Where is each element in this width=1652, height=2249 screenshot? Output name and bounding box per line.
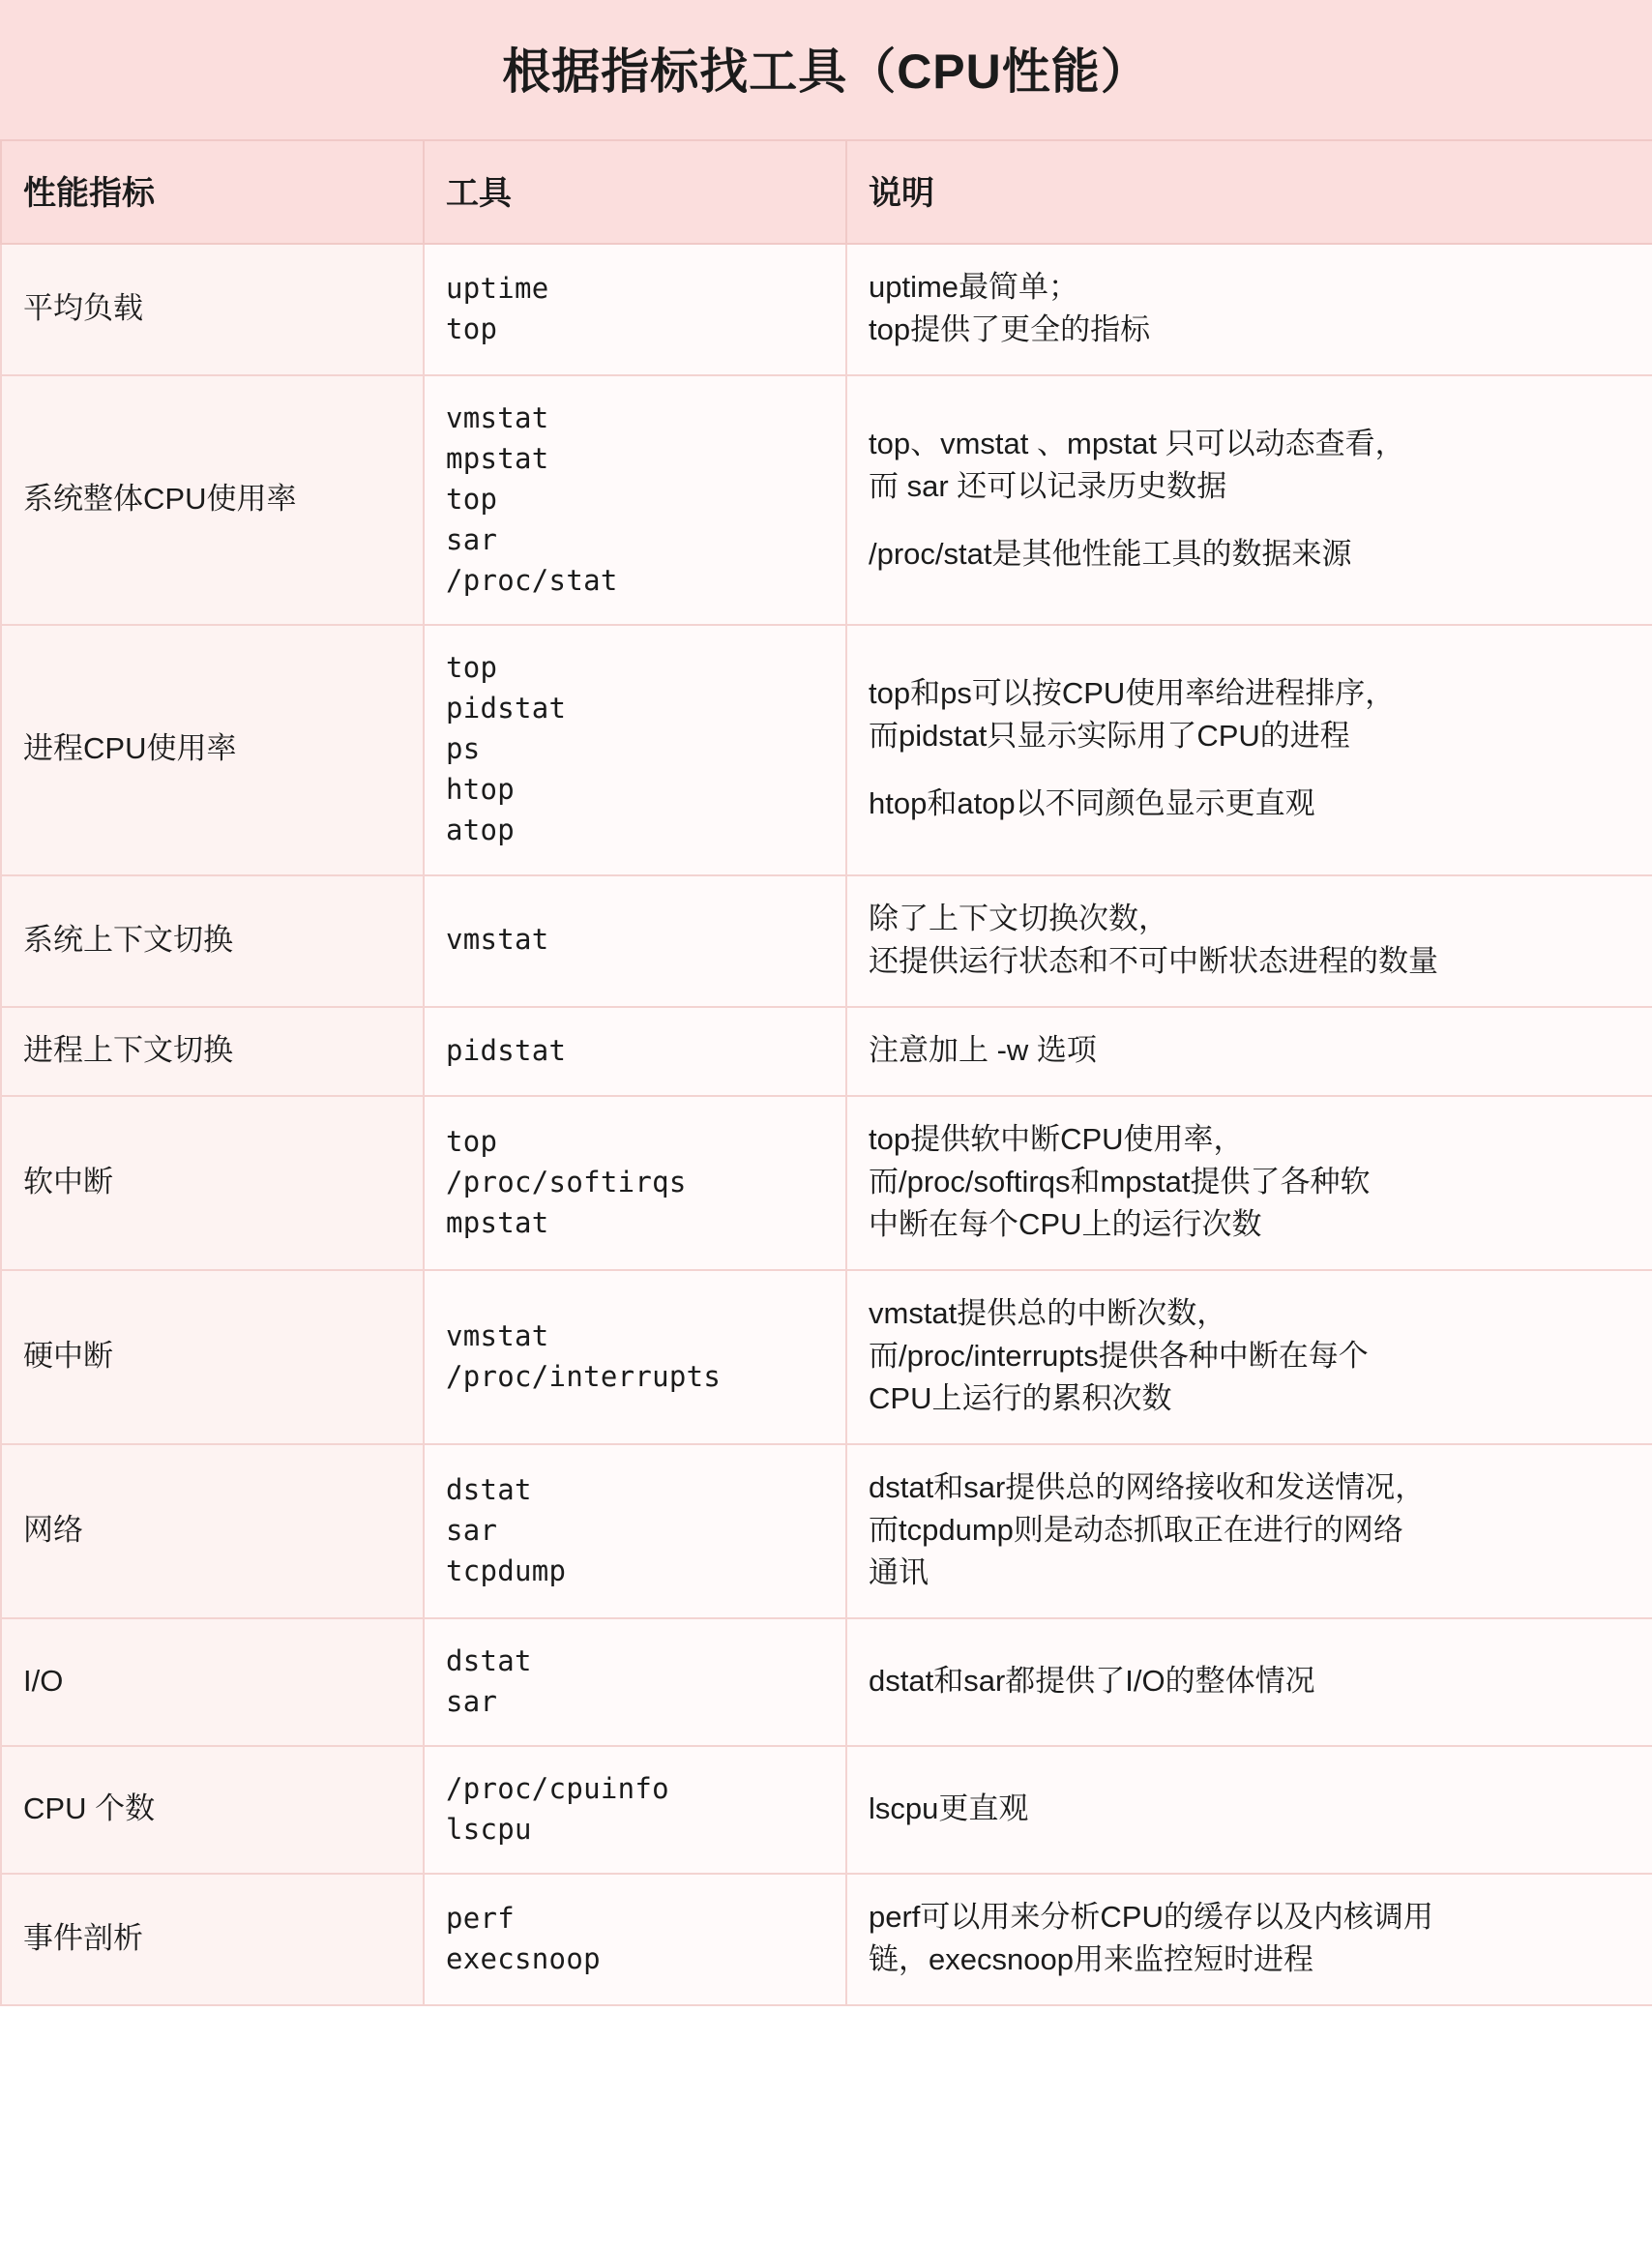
description-block bbox=[869, 672, 1631, 825]
description-line: CPU上运行的累积次数 bbox=[869, 1380, 1172, 1415]
column-header-tool: 工具 bbox=[424, 140, 846, 244]
cell-description bbox=[846, 1874, 1652, 2005]
tool-name: /proc/softirqs bbox=[446, 1165, 687, 1198]
table-body bbox=[1, 244, 1652, 2005]
description-block bbox=[869, 266, 1631, 351]
description-block bbox=[869, 1292, 1631, 1420]
description-line: 而tcpdump则是动态抓取正在进行的网络 bbox=[869, 1512, 1403, 1547]
description-line: 注意加上 -w 选项 bbox=[869, 1032, 1097, 1067]
cell-description bbox=[846, 1270, 1652, 1444]
cell-tools bbox=[424, 1270, 846, 1444]
tool-list bbox=[446, 919, 824, 960]
page-title: 根据指标找工具（CPU性能） bbox=[502, 44, 1150, 99]
description-line: uptime最简单； bbox=[869, 270, 1079, 304]
tool-name: uptime bbox=[446, 271, 549, 305]
tool-name: vmstat bbox=[446, 923, 549, 957]
cell-description bbox=[846, 375, 1652, 625]
cell-description bbox=[846, 1007, 1652, 1096]
table-row bbox=[1, 1874, 1652, 2005]
description-line: dstat和sar都提供了I/O的整体情况 bbox=[869, 1663, 1315, 1698]
description-block bbox=[869, 1896, 1631, 1981]
cell-tools bbox=[424, 1444, 846, 1618]
description-line: top提供了更全的指标 bbox=[869, 312, 1151, 347]
cell-tools bbox=[424, 375, 846, 625]
cell-tools bbox=[424, 1007, 846, 1096]
description-line: top提供软中断CPU使用率， bbox=[869, 1121, 1244, 1156]
table-row bbox=[1, 1746, 1652, 1874]
table-row bbox=[1, 1096, 1652, 1270]
tool-name: tcpdump bbox=[446, 1554, 567, 1587]
tool-name: top bbox=[446, 1124, 498, 1158]
tool-name: htop bbox=[446, 773, 516, 807]
tool-name: /proc/interrupts bbox=[446, 1359, 722, 1393]
tool-name: mpstat bbox=[446, 1205, 549, 1239]
tool-name: perf bbox=[446, 1901, 516, 1935]
description-line: perf可以用来分析CPU的缓存以及内核调用 bbox=[869, 1899, 1433, 1934]
description-line: 而 sar 还可以记录历史数据 bbox=[869, 469, 1227, 504]
description-line: top和ps可以按CPU使用率给进程排序， bbox=[869, 676, 1396, 711]
cell-tools bbox=[424, 244, 846, 375]
table-row bbox=[1, 1007, 1652, 1096]
column-header-metric: 性能指标 bbox=[1, 140, 424, 244]
tool-name: vmstat bbox=[446, 401, 549, 435]
tool-list bbox=[446, 1121, 824, 1243]
description-line: 除了上下文切换次数， bbox=[869, 901, 1168, 935]
description-line: 中断在每个CPU上的运行次数 bbox=[869, 1206, 1262, 1241]
description-block bbox=[869, 898, 1631, 983]
cell-tools bbox=[424, 1874, 846, 2005]
description-block bbox=[869, 423, 1631, 576]
tool-name: execsnoop bbox=[446, 1941, 601, 1975]
description-line: 链，execsnoop用来监控短时进程 bbox=[869, 1941, 1313, 1976]
cell-metric: CPU 个数 bbox=[1, 1746, 424, 1874]
table-row bbox=[1, 375, 1652, 625]
cell-metric: 平均负载 bbox=[1, 244, 424, 375]
tool-list bbox=[446, 1898, 824, 1979]
cell-description bbox=[846, 244, 1652, 375]
table-row bbox=[1, 1618, 1652, 1746]
cell-description bbox=[846, 1618, 1652, 1746]
description-block bbox=[869, 1466, 1631, 1594]
tool-list bbox=[446, 1768, 824, 1850]
description-line: 而/proc/softirqs和mpstat提供了各种软 bbox=[869, 1164, 1371, 1198]
tool-name: /proc/stat bbox=[446, 564, 618, 598]
description-line: dstat和sar提供总的网络接收和发送情况， bbox=[869, 1469, 1426, 1504]
tool-name: vmstat bbox=[446, 1318, 549, 1352]
description-line: lscpu更直观 bbox=[869, 1790, 1029, 1825]
tool-name: atop bbox=[446, 814, 516, 847]
tool-name: sar bbox=[446, 1513, 498, 1547]
tool-name: dstat bbox=[446, 1472, 532, 1506]
cell-tools bbox=[424, 625, 846, 874]
tool-name: top bbox=[446, 651, 498, 685]
tool-name: pidstat bbox=[446, 1033, 567, 1067]
tool-name: top bbox=[446, 312, 498, 346]
cell-metric: 事件剖析 bbox=[1, 1874, 424, 2005]
cell-description bbox=[846, 1746, 1652, 1874]
cell-metric: 网络 bbox=[1, 1444, 424, 1618]
tool-name: /proc/cpuinfo bbox=[446, 1771, 669, 1805]
cell-metric: 软中断 bbox=[1, 1096, 424, 1270]
description-line: vmstat提供总的中断次数， bbox=[869, 1295, 1227, 1330]
table-row bbox=[1, 1270, 1652, 1444]
table-row bbox=[1, 625, 1652, 874]
tool-list bbox=[446, 1469, 824, 1591]
description-line: 而/proc/interrupts提供各种中断在每个 bbox=[869, 1338, 1369, 1373]
cell-metric: I/O bbox=[1, 1618, 424, 1746]
cell-description bbox=[846, 625, 1652, 874]
description-block bbox=[869, 1788, 1631, 1830]
tool-name: sar bbox=[446, 1684, 498, 1718]
cell-metric: 进程CPU使用率 bbox=[1, 625, 424, 874]
tool-list bbox=[446, 647, 824, 850]
description-line: 还提供运行状态和不可中断状态进程的数量 bbox=[869, 943, 1438, 978]
tool-name: top bbox=[446, 483, 498, 517]
tool-name: pidstat bbox=[446, 692, 567, 725]
description-line: 通讯 bbox=[869, 1554, 929, 1589]
cell-description bbox=[846, 1444, 1652, 1618]
description-line: /proc/stat是其他性能工具的数据来源 bbox=[869, 537, 1352, 572]
cell-description bbox=[846, 1096, 1652, 1270]
cell-tools bbox=[424, 1618, 846, 1746]
description-line: top、vmstat 、mpstat 只可以动态查看， bbox=[869, 427, 1405, 461]
tool-name: dstat bbox=[446, 1643, 532, 1677]
cell-tools bbox=[424, 1096, 846, 1270]
cell-tools bbox=[424, 875, 846, 1007]
description-block bbox=[869, 1118, 1631, 1246]
metrics-table bbox=[0, 139, 1652, 2006]
description-line: htop和atop以不同颜色显示更直观 bbox=[869, 786, 1315, 821]
tool-name: mpstat bbox=[446, 442, 549, 476]
title-bar bbox=[0, 0, 1652, 139]
column-header-description: 说明 bbox=[846, 140, 1652, 244]
tool-list bbox=[446, 1030, 824, 1071]
tool-list bbox=[446, 268, 824, 349]
cell-metric: 系统上下文切换 bbox=[1, 875, 424, 1007]
table-row bbox=[1, 875, 1652, 1007]
cell-tools bbox=[424, 1746, 846, 1874]
tool-list bbox=[446, 398, 824, 601]
description-line: 而pidstat只显示实际用了CPU的进程 bbox=[869, 719, 1350, 754]
tool-name: sar bbox=[446, 523, 498, 557]
cell-metric: 系统整体CPU使用率 bbox=[1, 375, 424, 625]
table-row bbox=[1, 244, 1652, 375]
tool-list bbox=[446, 1641, 824, 1722]
table-row bbox=[1, 1444, 1652, 1618]
tool-list bbox=[446, 1316, 824, 1397]
table-header-row bbox=[1, 140, 1652, 244]
description-block bbox=[869, 1029, 1631, 1072]
cell-metric: 进程上下文切换 bbox=[1, 1007, 424, 1096]
cell-description bbox=[846, 875, 1652, 1007]
tool-name: lscpu bbox=[446, 1812, 532, 1846]
tool-name: ps bbox=[446, 732, 481, 766]
cell-metric: 硬中断 bbox=[1, 1270, 424, 1444]
description-block bbox=[869, 1660, 1631, 1702]
